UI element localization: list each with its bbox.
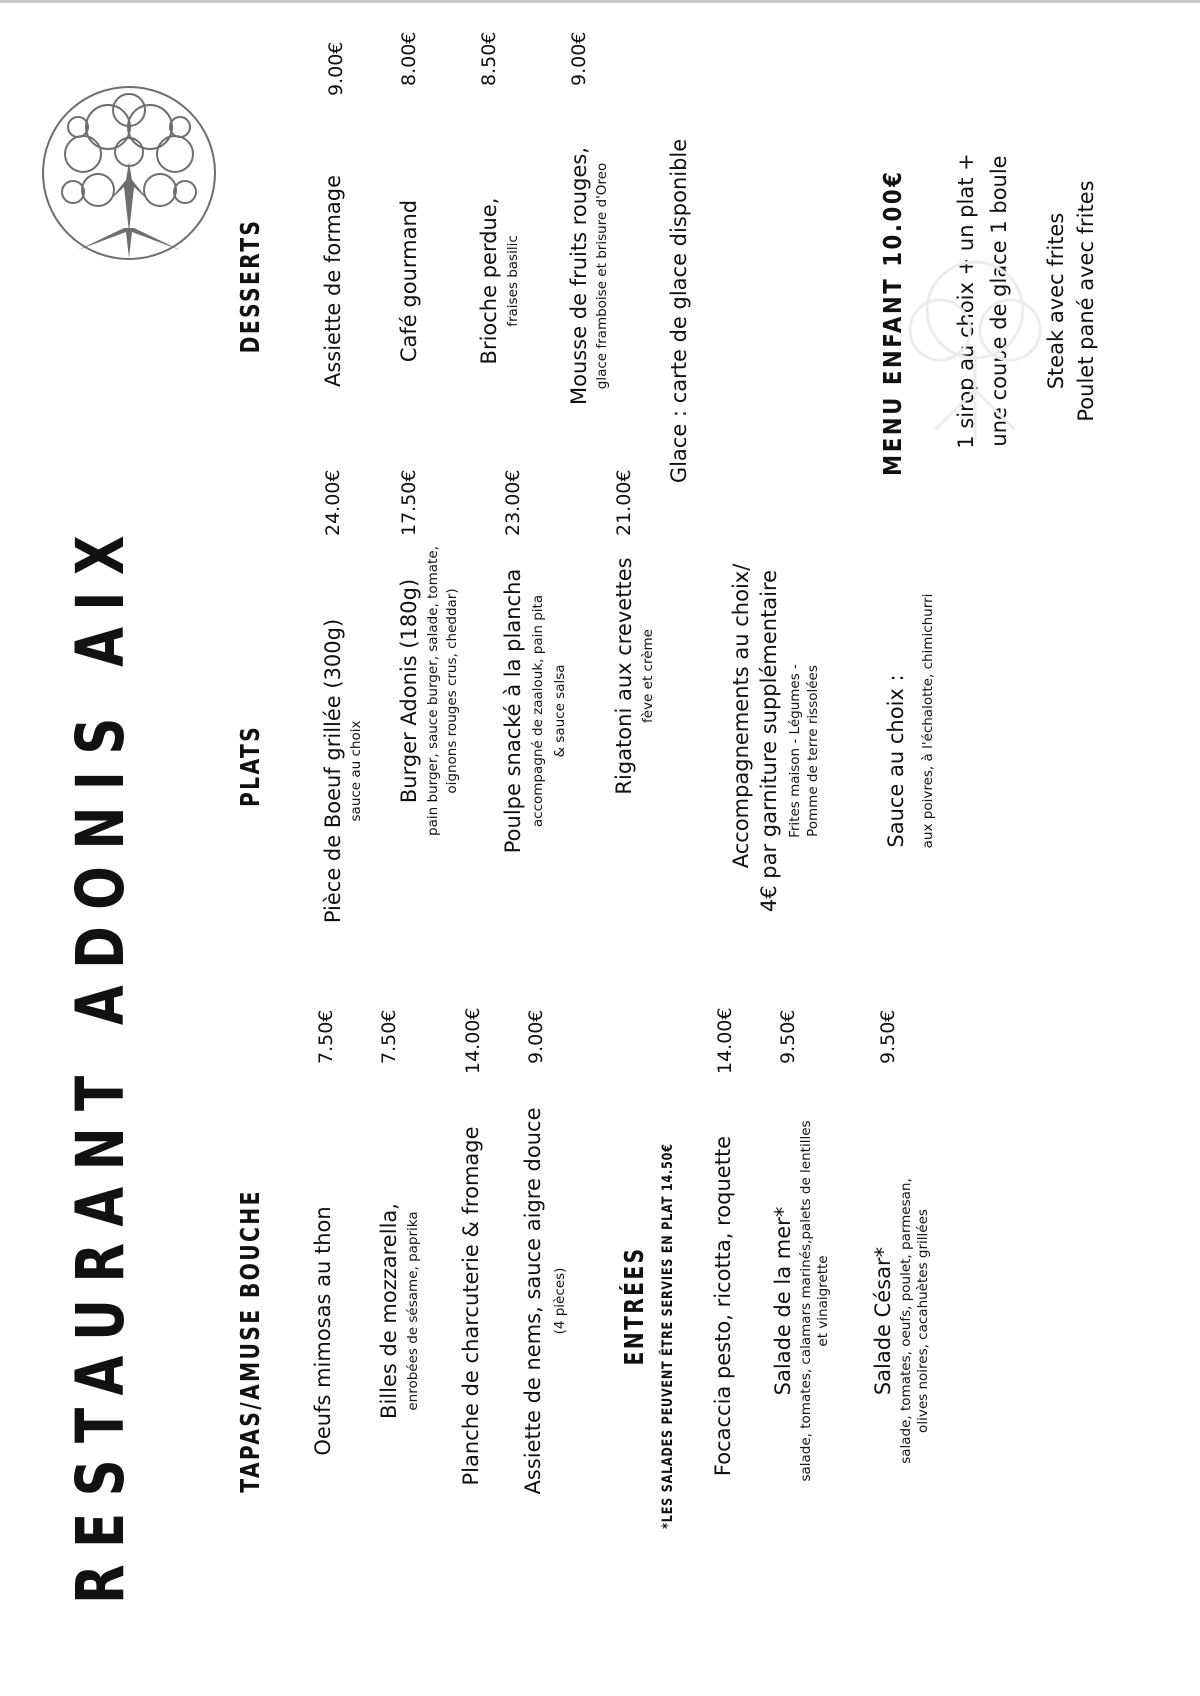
accompagnements-line: 4€ par garniture supplémentaire [757,569,781,913]
sauce-detail: aux poivres, à l'échalotte, chimichurri [920,593,936,849]
entree-item-desc: salade, tomates, oeufs, poulet, parmesan, [898,1178,914,1464]
tapas-item-price: 9.00€ [525,1009,547,1064]
entrees-note: *LES SALADES PEUVENT ÊTRE SERVIES EN PLAT 14.50€ [660,1143,676,1529]
entree-item-price: 9.50€ [777,1009,799,1064]
plat-item-price: 21.00€ [613,469,635,536]
menu-enfant-line: 1 sirop au choix + un plat + [954,153,978,449]
tapas-item-price: 14.00€ [462,1007,484,1074]
tapas-item-price: 7.50€ [378,1009,400,1064]
glace-note: Glace : carte de glace disponible [667,138,691,484]
sauce-line: Sauce au choix : [884,674,908,848]
tree-logo-icon [38,82,220,264]
tree-watermark-icon [880,250,1070,450]
entree-item-desc: salade, tomates, calamars marinés,palets de lentilles [798,1120,814,1482]
tapas-item-name: Billes de mozzarella, [377,1203,401,1419]
tapas-item-desc: (4 pièces) [552,1267,568,1335]
plat-item-name: Poulpe snacké à la plancha [501,568,525,854]
entree-item-name: Salade de la mer* [771,1206,795,1396]
plat-item-desc: fève et crème [640,629,656,723]
plat-item-desc: & sauce salsa [552,664,568,758]
desserts-heading: DESSERTS [236,218,266,354]
plat-item-desc: oignons rouges crus, cheddar) [444,588,460,794]
restaurant-title: RESTAURANT ADONIS AIX [62,519,139,1604]
plat-item-desc: sauce au choix [348,720,364,822]
plat-item-price: 24.00€ [322,469,344,536]
dessert-item-name: Assiette de formage [321,174,345,388]
tapas-item-name: Assiette de nems, sauce aigre douce [521,1107,545,1495]
entree-item-desc: et vinaigrette [815,1255,831,1347]
dessert-item-name: Mousse de fruits rouges, [567,147,591,405]
accompagnements-line: Accompagnements au choix/ [729,563,753,869]
dessert-item-desc: fraises basilic [505,235,521,327]
accompagnements-detail: Frites maison - Légumes - [787,664,803,838]
plat-item-desc: pain burger, sauce burger, salade, tomate, [425,546,441,836]
dessert-item-price: 9.00€ [325,41,347,96]
dessert-item-name: Brioche perdue, [477,197,501,365]
plat-item-name: Rigatoni aux crevettes [612,557,636,795]
entree-item-price: 14.00€ [714,1007,736,1074]
entree-item-price: 9.50€ [877,1009,899,1064]
entree-item-name: Salade César* [871,1246,895,1396]
dessert-item-price: 8.00€ [398,31,420,86]
menu-enfant-option: Poulet pané avec frites [1074,180,1098,422]
entree-item-name: Focaccia pesto, ricotta, roquette [711,1135,735,1477]
tapas-item-price: 7.50€ [315,1009,337,1064]
entrees-heading: ENTRÉES [620,1246,650,1366]
dessert-item-name: Café gourmand [397,199,421,363]
tapas-heading: TAPAS/AMUSE BOUCHE [236,1189,266,1493]
tapas-item-desc: enrobées de sésame, paprika [405,1211,421,1411]
plats-heading: PLATS [236,724,266,808]
dessert-item-price: 8.50€ [478,31,500,86]
menu-enfant-line: une coupe de glace 1 boule [987,155,1011,447]
tapas-item-name: Oeufs mimosas au thon [311,1206,335,1456]
plat-item-price: 23.00€ [502,469,524,536]
accompagnements-detail: Pomme de terre rissolées [805,665,821,837]
tapas-item-name: Planche de charcuterie & fromage [459,1126,483,1486]
dessert-item-price: 9.00€ [568,31,590,86]
dessert-item-desc: glace framboise et brisure d'Oreo [594,162,610,390]
menu-enfant-option: Steak avec frites [1044,212,1068,390]
plat-item-name: Pièce de Boeuf grillée (300g) [321,618,345,924]
menu-enfant-heading: MENU ENFANT 10.00€ [878,169,907,476]
plat-item-name: Burger Adonis (180g) [397,578,421,804]
plat-item-desc: accompagné de zaalouk, pain pita [530,594,546,828]
entree-item-desc: olives noires, cacahuètes grillées [915,1209,931,1433]
plat-item-price: 17.50€ [398,469,420,536]
